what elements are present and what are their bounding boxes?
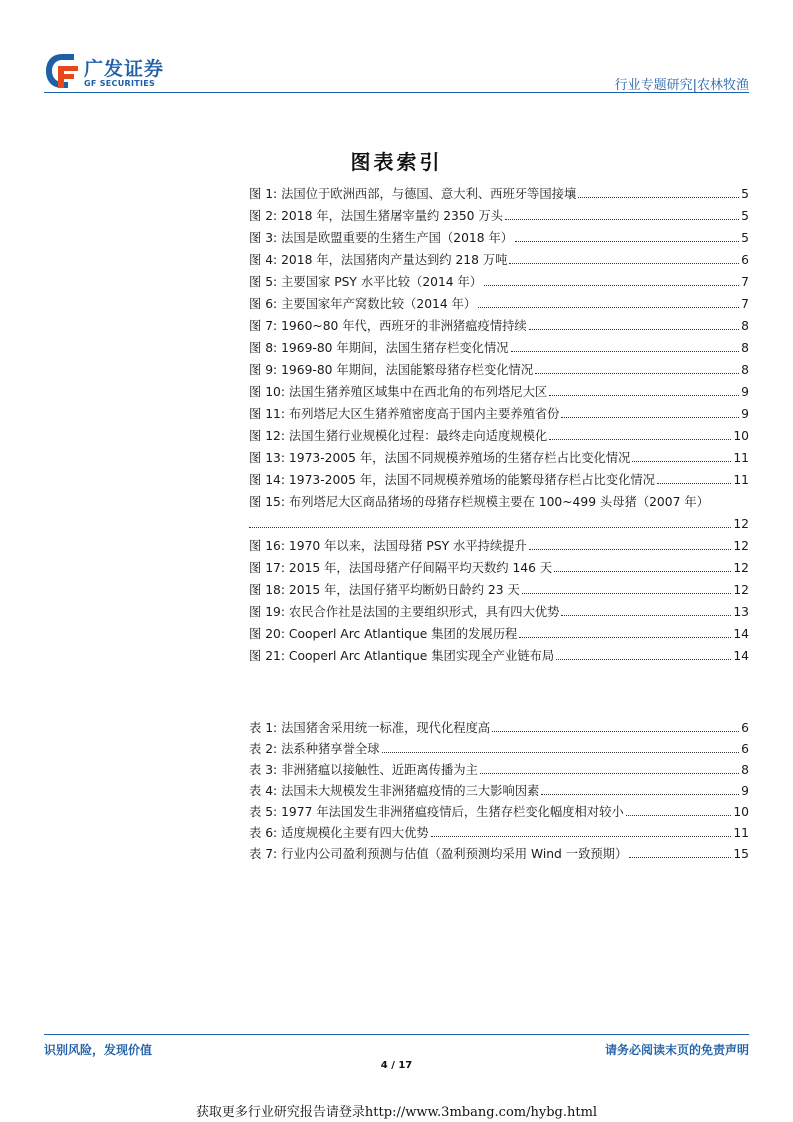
toc-entry-figure[interactable]: [249, 466, 749, 488]
dot-leader: [505, 219, 739, 220]
entry-text: 1960~80 年代，西班牙的非洲猪瘟疫情持续: [281, 319, 527, 333]
entry-label: 表 5:: [249, 805, 278, 819]
entry-label: 表 7:: [249, 847, 278, 861]
toc-entry-figure[interactable]: [249, 620, 749, 642]
dot-leader: [561, 417, 739, 418]
logo-chinese-name: 广发证券: [84, 58, 165, 80]
entry-label: 图 4:: [249, 253, 278, 267]
footer-divider: [44, 1034, 749, 1035]
entry-page: 11: [733, 451, 749, 465]
entry-text: 法系种猪享誉全球: [281, 742, 380, 756]
toc-entry-figure[interactable]: [249, 378, 749, 400]
entry-text: 非洲猪瘟以接触性、近距离传播为主: [281, 763, 478, 777]
entry-label: 图 7:: [249, 319, 278, 333]
toc-entry-figure[interactable]: [249, 444, 749, 466]
entry-label: 图 21:: [249, 649, 285, 663]
entry-text: 法国是欧盟重要的生猪生产国（2018 年）: [281, 231, 514, 245]
toc-entry-figure[interactable]: [249, 488, 749, 510]
entry-page: 5: [741, 209, 749, 223]
entry-label: 图 16:: [249, 539, 285, 553]
entry-page: 9: [741, 407, 749, 421]
entry-label: 图 2:: [249, 209, 278, 223]
toc-entry-table[interactable]: [249, 735, 749, 757]
entry-label: 图 8:: [249, 341, 278, 355]
toc-entry-figure[interactable]: [249, 554, 749, 576]
toc-entry-figure[interactable]: [249, 312, 749, 334]
dot-leader: [529, 549, 732, 550]
toc-entry-figure[interactable]: [249, 202, 749, 224]
entry-page: 12: [733, 539, 749, 553]
entry-label: 图 3:: [249, 231, 278, 245]
entry-label: 图 18:: [249, 583, 285, 597]
entry-text: 法国猪舍采用统一标准，现代化程度高: [281, 721, 491, 735]
toc-entry-table[interactable]: [249, 798, 749, 820]
entry-text: 2018 年，法国生猪屠宰量约 2350 万头: [281, 209, 503, 223]
entry-text: 布列塔尼大区商品猪场的母猪存栏规模主要在 100~499 头母猪（2007 年）: [288, 495, 709, 509]
dot-leader: [515, 241, 739, 242]
entry-page: 9: [741, 385, 749, 399]
dot-leader: [492, 731, 739, 732]
toc-entry-table[interactable]: [249, 756, 749, 778]
toc-entry-table[interactable]: [249, 777, 749, 799]
dot-leader: [519, 637, 731, 638]
dot-leader: [480, 773, 739, 774]
entry-page: 12: [733, 517, 749, 531]
toc-entry-figure[interactable]: [249, 422, 749, 444]
footer-disclaimer-note: 请务必阅读末页的免责声明: [604, 1043, 749, 1057]
entry-page: 8: [741, 319, 749, 333]
dot-leader: [554, 571, 731, 572]
toc-entry-figure[interactable]: [249, 642, 749, 664]
entry-page: 11: [733, 826, 749, 840]
entry-label: 图 19:: [249, 605, 285, 619]
entry-text: 2018 年，法国猪肉产量达到约 218 万吨: [281, 253, 508, 267]
toc-entry-figure[interactable]: [249, 290, 749, 312]
dot-leader: [549, 439, 731, 440]
entry-text: 1973-2005 年，法国不同规模养殖场的生猪存栏占比变化情况: [288, 451, 631, 465]
dot-leader: [249, 527, 731, 528]
report-section-label: 行业专题研究|农林牧渔: [614, 78, 749, 93]
dot-leader: [556, 659, 731, 660]
entry-label: 表 1:: [249, 721, 278, 735]
entry-text: 法国生猪养殖区域集中在西北角的布列塔尼大区: [288, 385, 548, 399]
toc-entry-figure[interactable]: [249, 268, 749, 290]
dot-leader: [484, 285, 739, 286]
entry-text: 布列塔尼大区生猪养殖密度高于国内主要养殖省份: [288, 407, 560, 421]
entry-text: 主要国家年产窝数比较（2014 年）: [281, 297, 477, 311]
dot-leader: [529, 329, 739, 330]
toc-entry-figure[interactable]: [249, 246, 749, 268]
entry-label: 图 12:: [249, 429, 285, 443]
entry-label: 表 4:: [249, 784, 278, 798]
entry-text: 1977 年法国发生非洲猪瘟疫情后，生猪存栏变化幅度相对较小: [281, 805, 624, 819]
entry-page: 10: [733, 805, 749, 819]
entry-text: 2015 年，法国仔猪平均断奶日龄约 23 天: [288, 583, 520, 597]
entry-text: 法国位于欧洲西部，与德国、意大利、西班牙等国接壤: [281, 187, 577, 201]
dot-leader: [509, 263, 739, 264]
entry-label: 图 9:: [249, 363, 278, 377]
entry-label: 图 13:: [249, 451, 285, 465]
download-link-text[interactable]: 获取更多行业研究报告请登录http://www.3mbang.com/hybg.html: [195, 1105, 598, 1120]
page-number: 4 / 17: [380, 1060, 413, 1071]
entry-text: 1969-80 年期间，法国生猪存栏变化情况: [281, 341, 509, 355]
dot-leader: [561, 615, 731, 616]
entry-text: Cooperl Arc Atlantique 集团实现全产业链布局: [288, 649, 555, 663]
entry-page: 7: [741, 297, 749, 311]
entry-text: 适度规模化主要有四大优势: [281, 826, 429, 840]
dot-leader: [626, 815, 732, 816]
entry-page: 6: [741, 721, 749, 735]
toc-entry-table[interactable]: [249, 840, 749, 862]
entry-label: 图 17:: [249, 561, 285, 575]
toc-entry-figure[interactable]: [249, 400, 749, 422]
entry-text: 主要国家 PSY 水平比较（2014 年）: [281, 275, 483, 289]
entry-page: 14: [733, 649, 749, 663]
toc-entry-table[interactable]: [249, 819, 749, 841]
toc-entry-figure[interactable]: [249, 334, 749, 356]
entry-label: 表 3:: [249, 763, 278, 777]
entry-page: 5: [741, 187, 749, 201]
dot-leader: [535, 373, 739, 374]
dot-leader: [478, 307, 739, 308]
entry-page: 11: [733, 473, 749, 487]
entry-label: 图 14:: [249, 473, 285, 487]
footer-slogan: 识别风险，发现价值: [44, 1043, 153, 1057]
gf-logo-icon: [44, 52, 80, 90]
entry-page: 6: [741, 253, 749, 267]
header-divider: [44, 92, 749, 93]
entry-label: 图 10:: [249, 385, 285, 399]
entry-text: 农民合作社是法国的主要组织形式，具有四大优势: [288, 605, 560, 619]
entry-text: 行业内公司盈利预测与估值（盈利预测均采用 Wind 一致预期）: [281, 847, 628, 861]
dot-leader: [511, 351, 740, 352]
entry-text: 2015 年，法国母猪产仔间隔平均天数约 146 天: [288, 561, 553, 575]
entry-page: 9: [741, 784, 749, 798]
entry-text: 1973-2005 年，法国不同规模养殖场的能繁母猪存栏占比变化情况: [288, 473, 655, 487]
entry-page: 7: [741, 275, 749, 289]
dot-leader: [382, 752, 740, 753]
entry-label: 图 6:: [249, 297, 278, 311]
entry-page: 13: [733, 605, 749, 619]
entry-page: 8: [741, 341, 749, 355]
entry-label: 图 11:: [249, 407, 285, 421]
entry-page: 6: [741, 742, 749, 756]
entry-label: 图 5:: [249, 275, 278, 289]
entry-page: 14: [733, 627, 749, 641]
entry-page: 10: [733, 429, 749, 443]
dot-leader: [657, 483, 731, 484]
toc-entry-figure[interactable]: [249, 224, 749, 246]
entry-label: 表 2:: [249, 742, 278, 756]
entry-page: 8: [741, 763, 749, 777]
dot-leader: [541, 794, 739, 795]
toc-entry-figure[interactable]: [249, 598, 749, 620]
toc-entry-continuation: [249, 510, 749, 532]
dot-leader: [629, 857, 731, 858]
entry-page: 8: [741, 363, 749, 377]
toc-entry-figure[interactable]: [249, 532, 749, 554]
entry-text: Cooperl Arc Atlantique 集团的发展历程: [288, 627, 518, 641]
entry-page: 5: [741, 231, 749, 245]
entry-label: 图 20:: [249, 627, 285, 641]
toc-entry-table[interactable]: [249, 714, 749, 736]
entry-text: 1970 年以来，法国母猪 PSY 水平持续提升: [288, 539, 527, 553]
page-title: 图表索引: [350, 150, 443, 174]
dot-leader: [431, 836, 732, 837]
entry-label: 表 6:: [249, 826, 278, 840]
toc-entry-figure[interactable]: [249, 356, 749, 378]
dot-leader: [578, 197, 739, 198]
entry-text: 法国未大规模发生非洲猪瘟疫情的三大影响因素: [281, 784, 540, 798]
entry-label: 图 1:: [249, 187, 278, 201]
dot-leader: [522, 593, 732, 594]
entry-page: 12: [733, 561, 749, 575]
dot-leader: [549, 395, 739, 396]
toc-entry-figure[interactable]: [249, 576, 749, 598]
entry-text: 法国生猪行业规模化过程：最终走向适度规模化: [288, 429, 548, 443]
entry-page: 12: [733, 583, 749, 597]
dot-leader: [632, 461, 731, 462]
toc-entry-figure[interactable]: [249, 180, 749, 202]
entry-text: 1969-80 年期间，法国能繁母猪存栏变化情况: [281, 363, 534, 377]
entry-label: 图 15:: [249, 495, 285, 509]
entry-page: 15: [733, 847, 749, 861]
logo-english-name: GF SECURITIES: [84, 79, 156, 88]
